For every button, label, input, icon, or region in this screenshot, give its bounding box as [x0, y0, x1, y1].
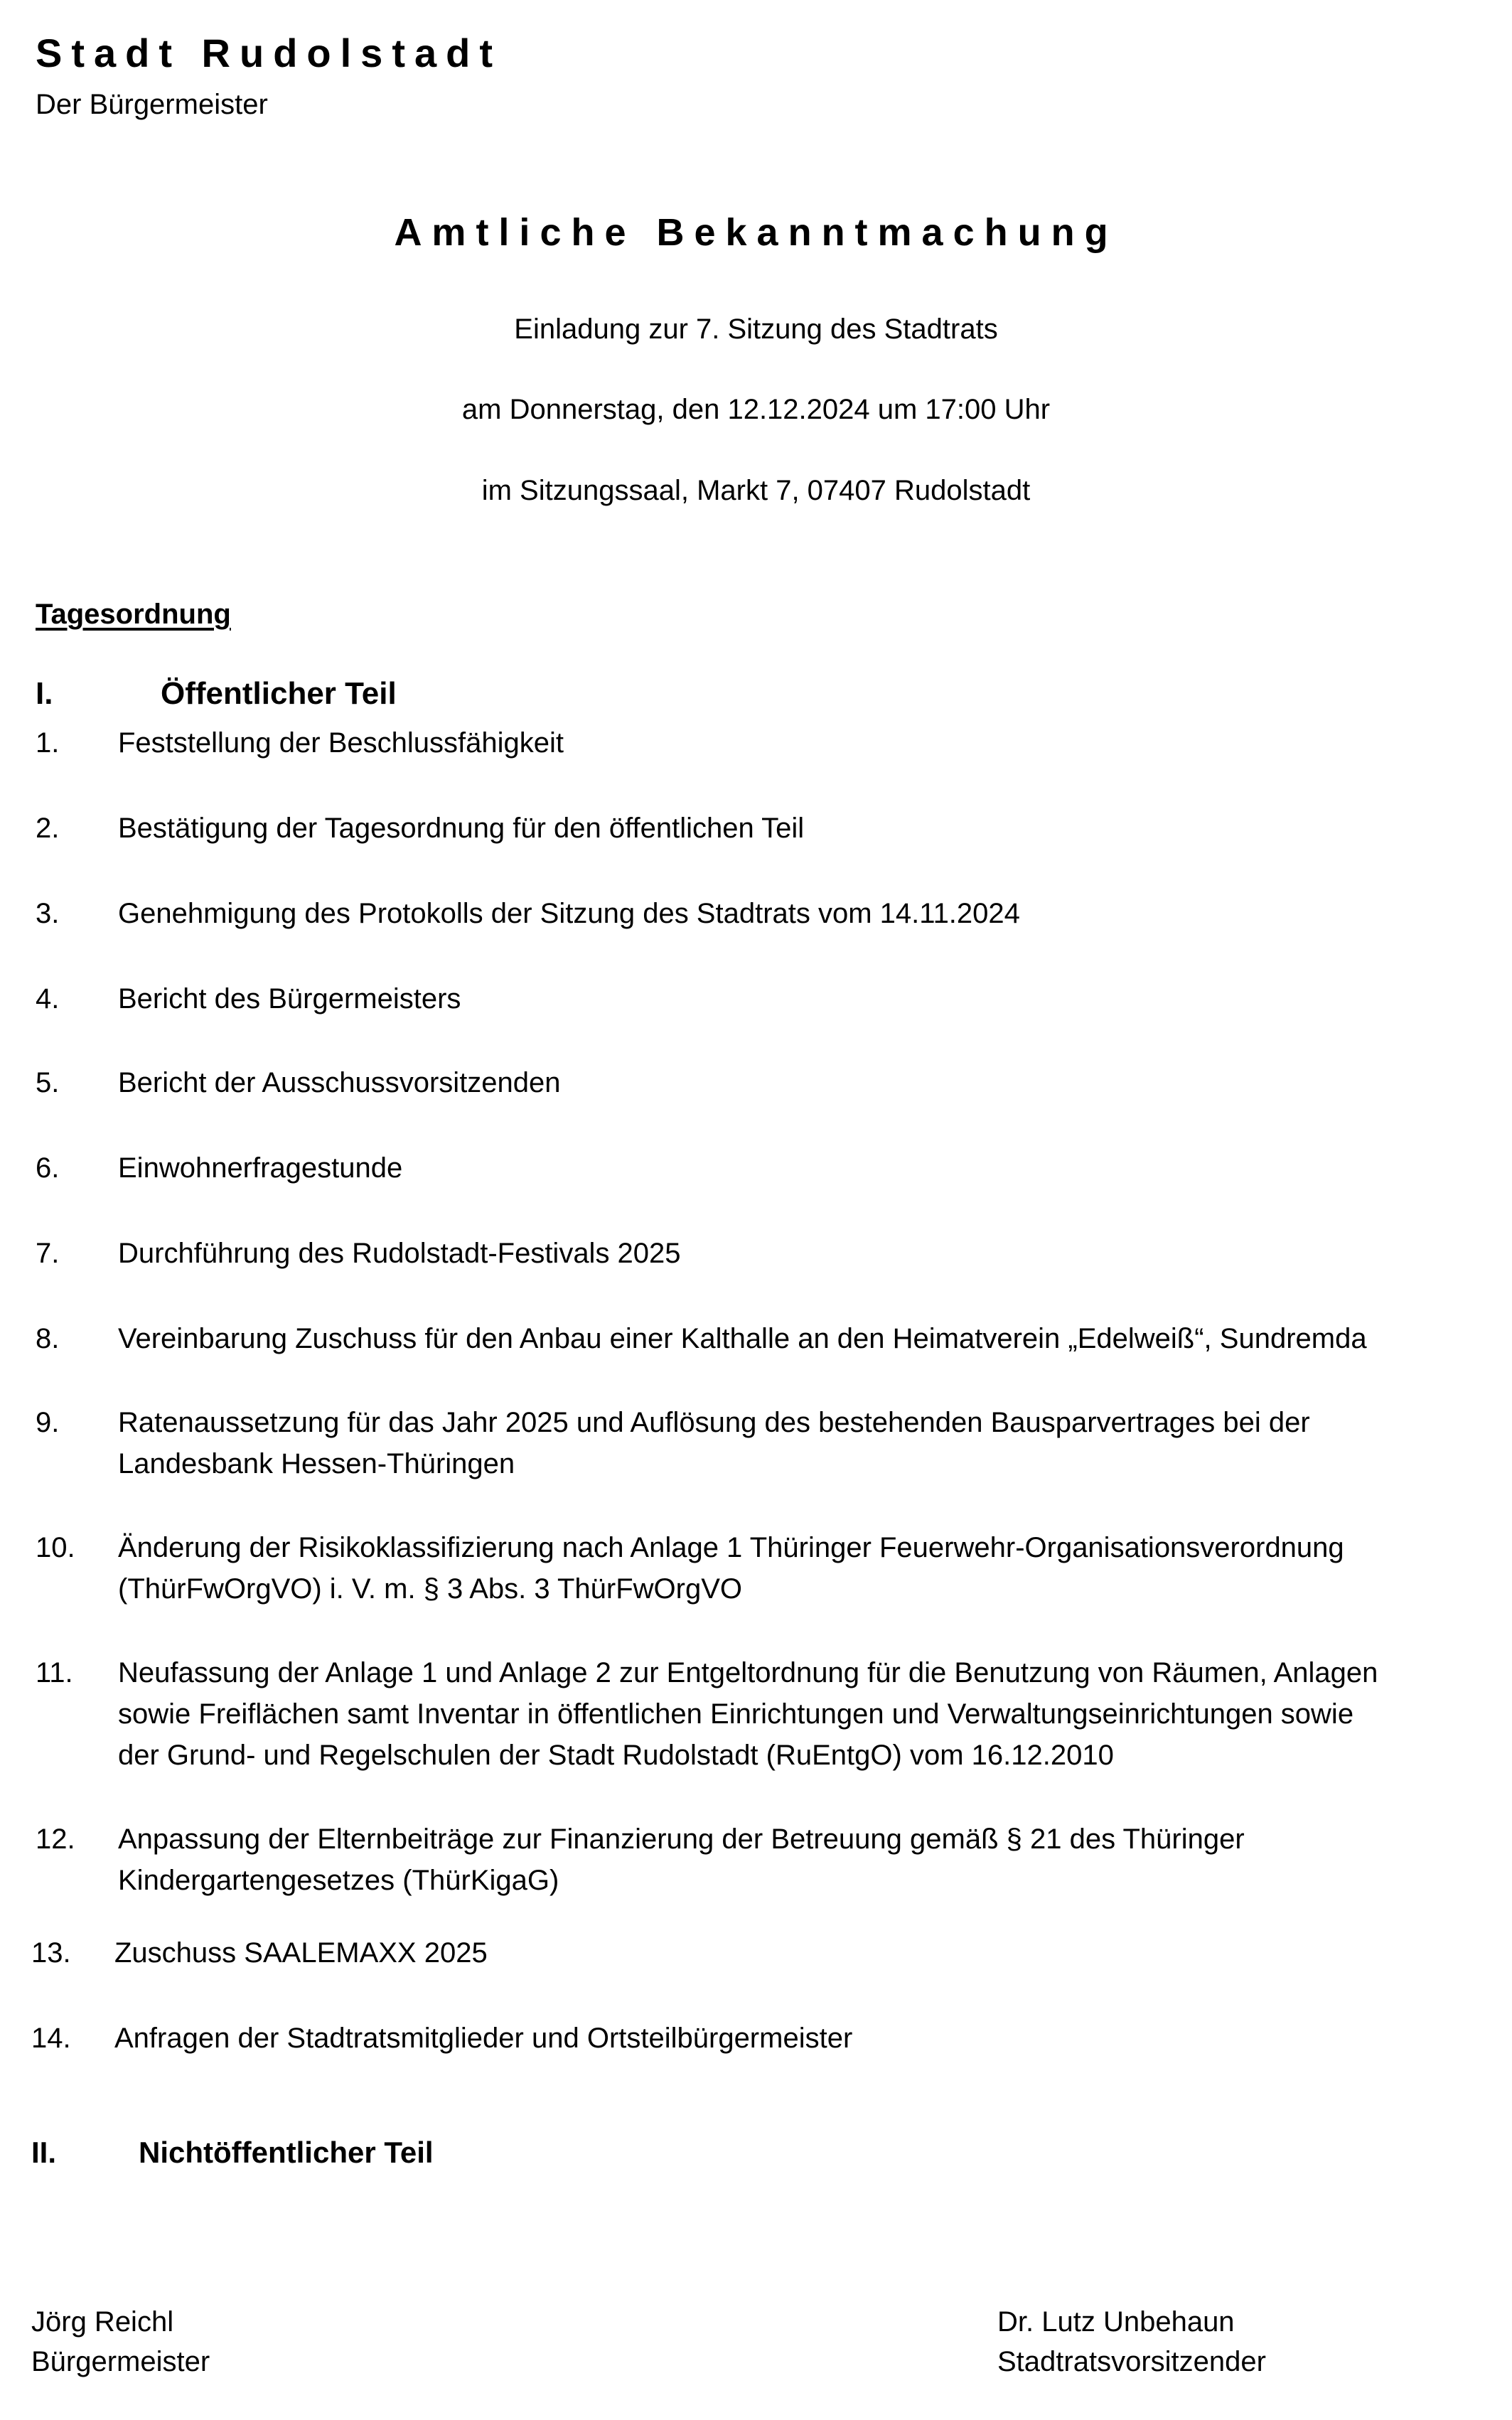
section-nonpublic-title: Nichtöffentlicher Teil — [139, 2136, 434, 2169]
agenda-item-number: 10. — [36, 1532, 75, 1563]
agenda-item-number: 1. — [36, 727, 60, 759]
agenda-item-text: Genehmigung des Protokolls der Sitzung des Stadtrats vom 14.11.2024 — [118, 898, 1020, 929]
invitation-line: Einladung zur 7. Sitzung des Stadtrats — [514, 314, 998, 345]
signature-left-role: Bürgermeister — [31, 2346, 210, 2377]
date-line: am Donnerstag, den 12.12.2024 um 17:00 Uhr — [461, 394, 1051, 425]
agenda-item-text: Ratenaussetzung für das Jahr 2025 und Auflösung des bestehenden Bausparvertrages bei der — [118, 1407, 1310, 1438]
section-nonpublic-number: II. — [31, 2136, 57, 2169]
agenda-item-text: sowie Freiflächen samt Inventar in öffentlichen Einrichtungen und Verwaltungseinrichtungen sowie — [118, 1698, 1354, 1730]
agenda-item-text: Feststellung der Beschlussfähigkeit — [118, 727, 564, 759]
agenda-item-number: 2. — [36, 813, 60, 844]
signature-left-name: Jörg Reichl — [31, 2306, 174, 2338]
signature-right-name: Dr. Lutz Unbehaun — [997, 2306, 1235, 2338]
agenda-item-text: Bericht des Bürgermeisters — [118, 983, 461, 1014]
agenda-item-text: Neufassung der Anlage 1 und Anlage 2 zur Entgeltordnung für die Benutzung von Räumen, Anlagen — [118, 1657, 1378, 1688]
agenda-item-text: Anpassung der Elternbeiträge zur Finanzierung der Betreuung gemäß § 21 des Thüringer — [118, 1824, 1245, 1855]
section-public-number: I. — [36, 676, 53, 711]
agenda-item-text: Vereinbarung Zuschuss für den Anbau einer Kalthalle an den Heimatverein „Edelweiß“, Sundremda — [118, 1323, 1367, 1354]
agenda-item-text: (ThürFwOrgVO) i. V. m. § 3 Abs. 3 ThürFwOrgVO — [118, 1573, 743, 1605]
agenda-item-text: der Grund- und Regelschulen der Stadt Rudolstadt (RuEntgO) vom 16.12.2010 — [118, 1740, 1114, 1771]
signature-right-role: Stadtratsvorsitzender — [997, 2346, 1266, 2377]
agenda-item-number: 6. — [36, 1152, 60, 1184]
section-public-title: Öffentlicher Teil — [161, 676, 397, 711]
agenda-item-number: 7. — [36, 1238, 60, 1269]
agenda-item-number: 9. — [36, 1407, 60, 1438]
location-line: im Sitzungssaal, Markt 7, 07407 Rudolstadt — [481, 475, 1031, 506]
agenda-heading: Tagesordnung — [36, 599, 231, 630]
agenda-item-text: Kindergartengesetzes (ThürKigaG) — [118, 1865, 559, 1896]
agenda-item-number: 4. — [36, 983, 60, 1014]
city-title: Stadt Rudolstadt — [36, 31, 502, 75]
agenda-item-number: 11. — [36, 1657, 73, 1688]
agenda-item-number: 12. — [36, 1824, 75, 1855]
agenda-item-text: Landesbank Hessen-Thüringen — [118, 1448, 515, 1479]
agenda-item-number: 13. — [31, 1937, 71, 1969]
agenda-item-number: 8. — [36, 1323, 60, 1354]
agenda-item-text: Änderung der Risikoklassifizierung nach Anlage 1 Thüringer Feuerwehr-Organisationsverordnung — [118, 1532, 1344, 1563]
office-subtitle: Der Bürgermeister — [36, 89, 268, 120]
notice-title: Amtliche Bekanntmachung — [394, 211, 1118, 254]
agenda-item-text: Anfragen der Stadtratsmitglieder und Ortsteilbürgermeister — [114, 2023, 853, 2054]
agenda-item-number: 14. — [31, 2023, 71, 2054]
agenda-item-number: 3. — [36, 898, 60, 929]
agenda-item-text: Durchführung des Rudolstadt-Festivals 2025 — [118, 1238, 681, 1269]
agenda-item-text: Einwohnerfragestunde — [118, 1152, 403, 1184]
agenda-item-number: 5. — [36, 1067, 60, 1098]
agenda-item-text: Bericht der Ausschussvorsitzenden — [118, 1067, 561, 1098]
agenda-item-text: Zuschuss SAALEMAXX 2025 — [114, 1937, 488, 1969]
agenda-item-text: Bestätigung der Tagesordnung für den öffentlichen Teil — [118, 813, 805, 844]
